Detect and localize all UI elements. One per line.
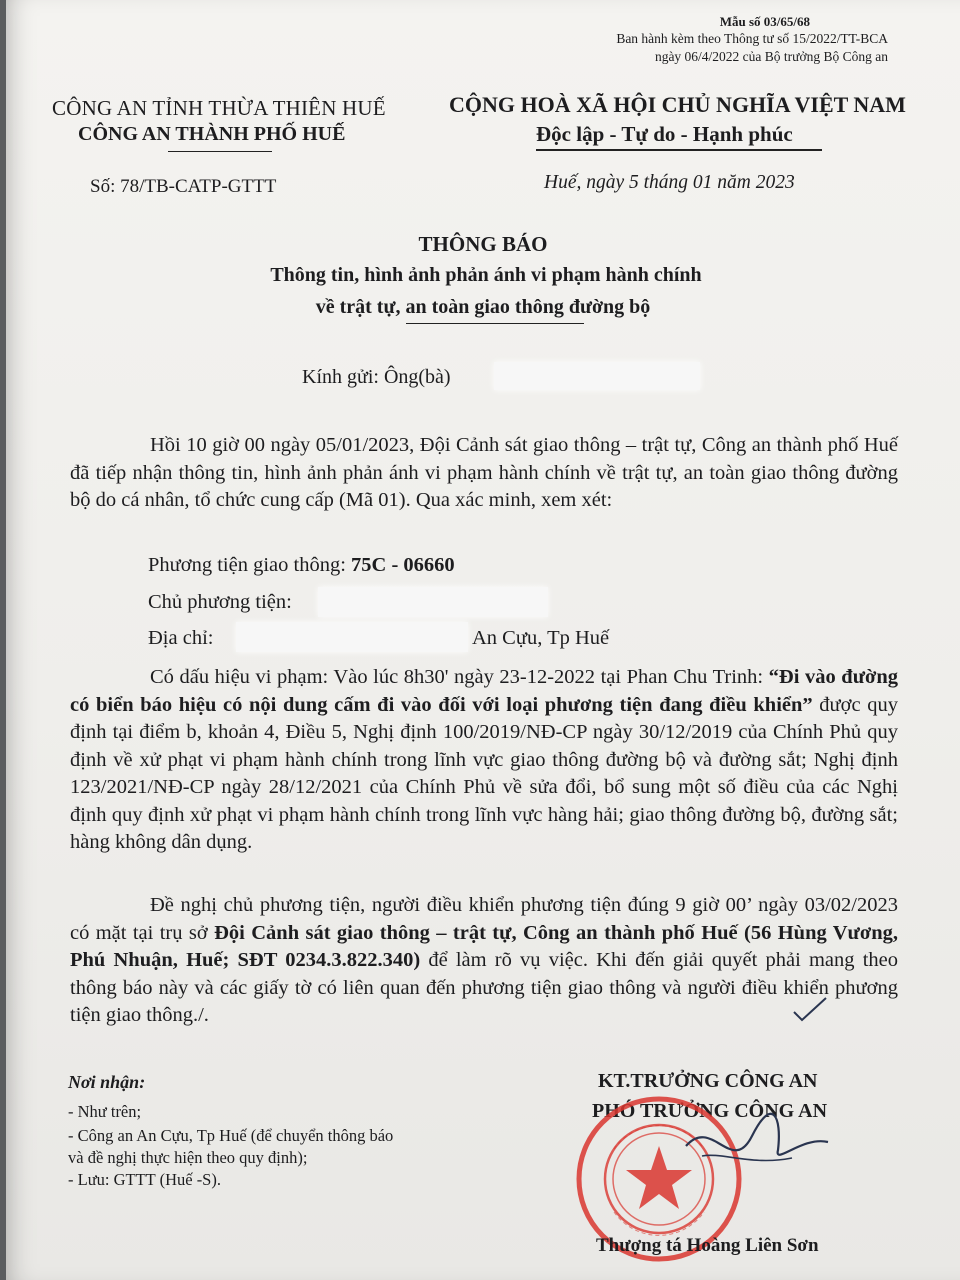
document-page <box>6 0 960 1280</box>
vehicle-line <box>148 554 455 577</box>
agency-parent: CÔNG AN TỈNH THỪA THIÊN HUẾ <box>52 96 386 120</box>
agency-name: CÔNG AN THÀNH PHỐ HUẾ <box>78 123 346 145</box>
request-paragraph <box>70 892 898 1030</box>
recipient-item: - Như trên; <box>68 1102 142 1121</box>
greeting: Kính gửi: Ông(bà) <box>302 366 451 388</box>
signature-title-line1: KT.TRƯỞNG CÔNG AN <box>598 1070 818 1092</box>
intro-paragraph <box>70 432 898 515</box>
recipient-item: - Lưu: GTTT (Huế -S). <box>68 1170 221 1189</box>
subtitle-underline <box>406 323 584 324</box>
nation-title: CỘNG HOÀ XÃ HỘI CHỦ NGHĨA VIỆT NAM <box>449 92 906 117</box>
intro-text: Hồi 10 giờ 00 ngày 05/01/2023, Đội Cảnh sát giao thông – trật tự, Công an thành phố Huế đã tiếp nhận thông tin, hình ảnh phản ánh vi phạm hành chính về trật tự, an toàn giao thông đường bộ do cá nhân, tổ chức cung cấp (Mã 01). Qua xác minh, xem xét: <box>70 434 898 511</box>
issued-by-line2: ngày 06/4/2022 của Bộ trưởng Bộ Công an <box>654 49 888 64</box>
request-office: Đội Cảnh sát giao thông – trật tự, Công an thành phố Huế (56 Hùng Vương, Phú Nhuận, Huế; SĐT 0234.3.822.340) <box>70 921 898 971</box>
signature-title-line2: PHÓ TRƯỞNG CÔNG AN <box>592 1100 828 1122</box>
notice-subtitle-line2: về trật tự, an toàn giao thông đường bộ <box>315 296 651 318</box>
vehicle-plate: 75C - 06660 <box>351 554 455 576</box>
document-number: Số: 78/TB-CATP-GTTT <box>90 176 277 197</box>
redacted-owner <box>318 587 548 617</box>
request-suffix: để làm rõ vụ việc. Khi đến giải quyết phải mang theo thông báo này và các giấy tờ có liên quan đến phương tiện giao thông và người điều khiển phương tiện giao thông./. <box>70 949 898 1026</box>
form-number: Mẫu số 03/65/68 <box>719 14 810 29</box>
check-mark-icon <box>790 994 830 1026</box>
recipients-title: Nơi nhận: <box>68 1072 146 1092</box>
agency-underline <box>168 151 272 152</box>
issued-by-line1: Ban hành kèm theo Thông tư số 15/2022/TT-BCA <box>616 31 888 46</box>
violation-description: “Đi vào đường có biển báo hiệu có nội dung cấm đi vào đối với loại phương tiện đang điều khiển” <box>70 666 898 716</box>
redacted-recipient-name <box>494 362 700 390</box>
motto-underline <box>536 149 822 151</box>
address-label: Địa chỉ: <box>148 627 214 649</box>
violation-prefix: Có dấu hiệu vi phạm: Vào lúc 8h30' ngày 23-12-2022 tại Phan Chu Trinh: <box>150 666 769 688</box>
violation-paragraph <box>70 664 898 857</box>
address-value: An Cựu, Tp Huế <box>472 627 610 649</box>
notice-title: THÔNG BÁO <box>418 232 548 256</box>
owner-label: Chủ phương tiện: <box>148 591 292 613</box>
violation-text <box>70 664 898 857</box>
recipient-item: - Công an An Cựu, Tp Huế (để chuyển thông báo <box>68 1126 394 1145</box>
recipient-item: và đề nghị thực hiện theo quy định); <box>68 1148 308 1167</box>
vehicle-label: Phương tiện giao thông: <box>148 554 352 576</box>
place-date: Huế, ngày 5 tháng 01 năm 2023 <box>544 172 795 193</box>
redacted-address <box>236 622 468 652</box>
violation-legal-basis: được quy định tại điểm b, khoản 4, Điều 5, Nghị định 100/2019/NĐ-CP ngày 30/12/2019 của Chính Phủ quy định về xử phạt vi phạm hành chính trong lĩnh vực giao thông đường bộ và đường sắt; Nghị định 123/2021/NĐ-CP ngày 28/12/2021 của Chính Phủ về sửa đổi, bổ sung một số điều của các Nghị định quy định xử phạt vi phạm hành chính trong lĩnh vực hàng hải; giao thông đường bộ, đường sắt; hàng không dân dụng. <box>70 693 898 853</box>
nation-motto: Độc lập - Tự do - Hạnh phúc <box>536 122 793 146</box>
request-prefix: Đề nghị chủ phương tiện, người điều khiển phương tiện đúng 9 giờ 00’ ngày 03/02/2023 có mặt tại trụ sở <box>70 894 898 944</box>
signer-name: Thượng tá Hoàng Liên Sơn <box>596 1235 819 1256</box>
request-text <box>70 892 898 1030</box>
notice-subtitle-line1: Thông tin, hình ảnh phản ánh vi phạm hành chính <box>270 264 702 286</box>
handwritten-signature-icon <box>682 1106 832 1186</box>
